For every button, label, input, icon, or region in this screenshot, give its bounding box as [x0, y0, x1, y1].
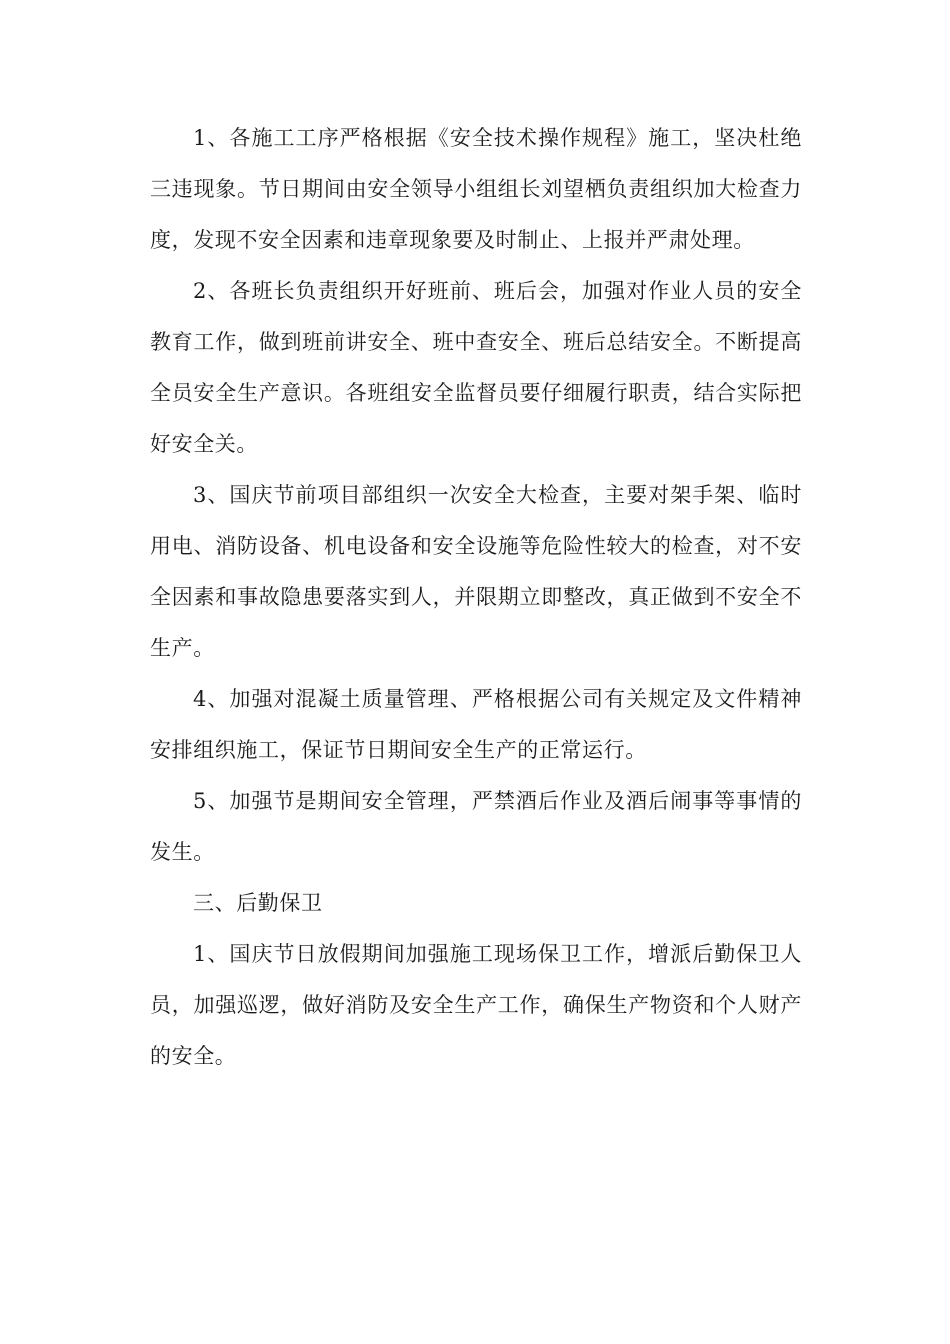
paragraph-safety-inspection: 3、国庆节前项目部组织一次安全大检查，主要对架手架、临时用电、消防设备、机电设备和安全设施等危险性较大的检查，对不安全因素和事故隐患要落实到人，并限期立即整改，真正做到不安全不生产。: [150, 483, 802, 660]
document-body: [150, 113, 802, 1082]
paragraph-concrete-quality: 4、加强对混凝土质量管理、严格根据公司有关规定及文件精神安排组织施工，保证节日期间安全生产的正常运行。: [150, 687, 802, 762]
section-heading-logistics-security: 三、后勤保卫: [193, 891, 323, 915]
paragraph-team-meetings: 2、各班长负责组织开好班前、班后会，加强对作业人员的安全教育工作，做到班前讲安全、班中查安全、班后总结安全。不断提高全员安全生产意识。各班组安全监督员要仔细履行职责，结合实际把好安全关。: [150, 279, 802, 456]
paragraph-holiday-management: 5、加强节是期间安全管理，严禁酒后作业及酒后闹事等事情的发生。: [150, 789, 802, 864]
paragraph-safety-rules: 1、各施工工序严格根据《安全技术操作规程》施工，坚决杜绝三违现象。节日期间由安全领导小组组长刘望栖负责组织加大检查力度，发现不安全因素和违章现象要及时制止、上报并严肃处理。: [150, 126, 802, 252]
paragraph-site-security: 1、国庆节日放假期间加强施工现场保卫工作，增派后勤保卫人员，加强巡逻，做好消防及安全生产工作，确保生产物资和个人财产的安全。: [150, 942, 802, 1068]
